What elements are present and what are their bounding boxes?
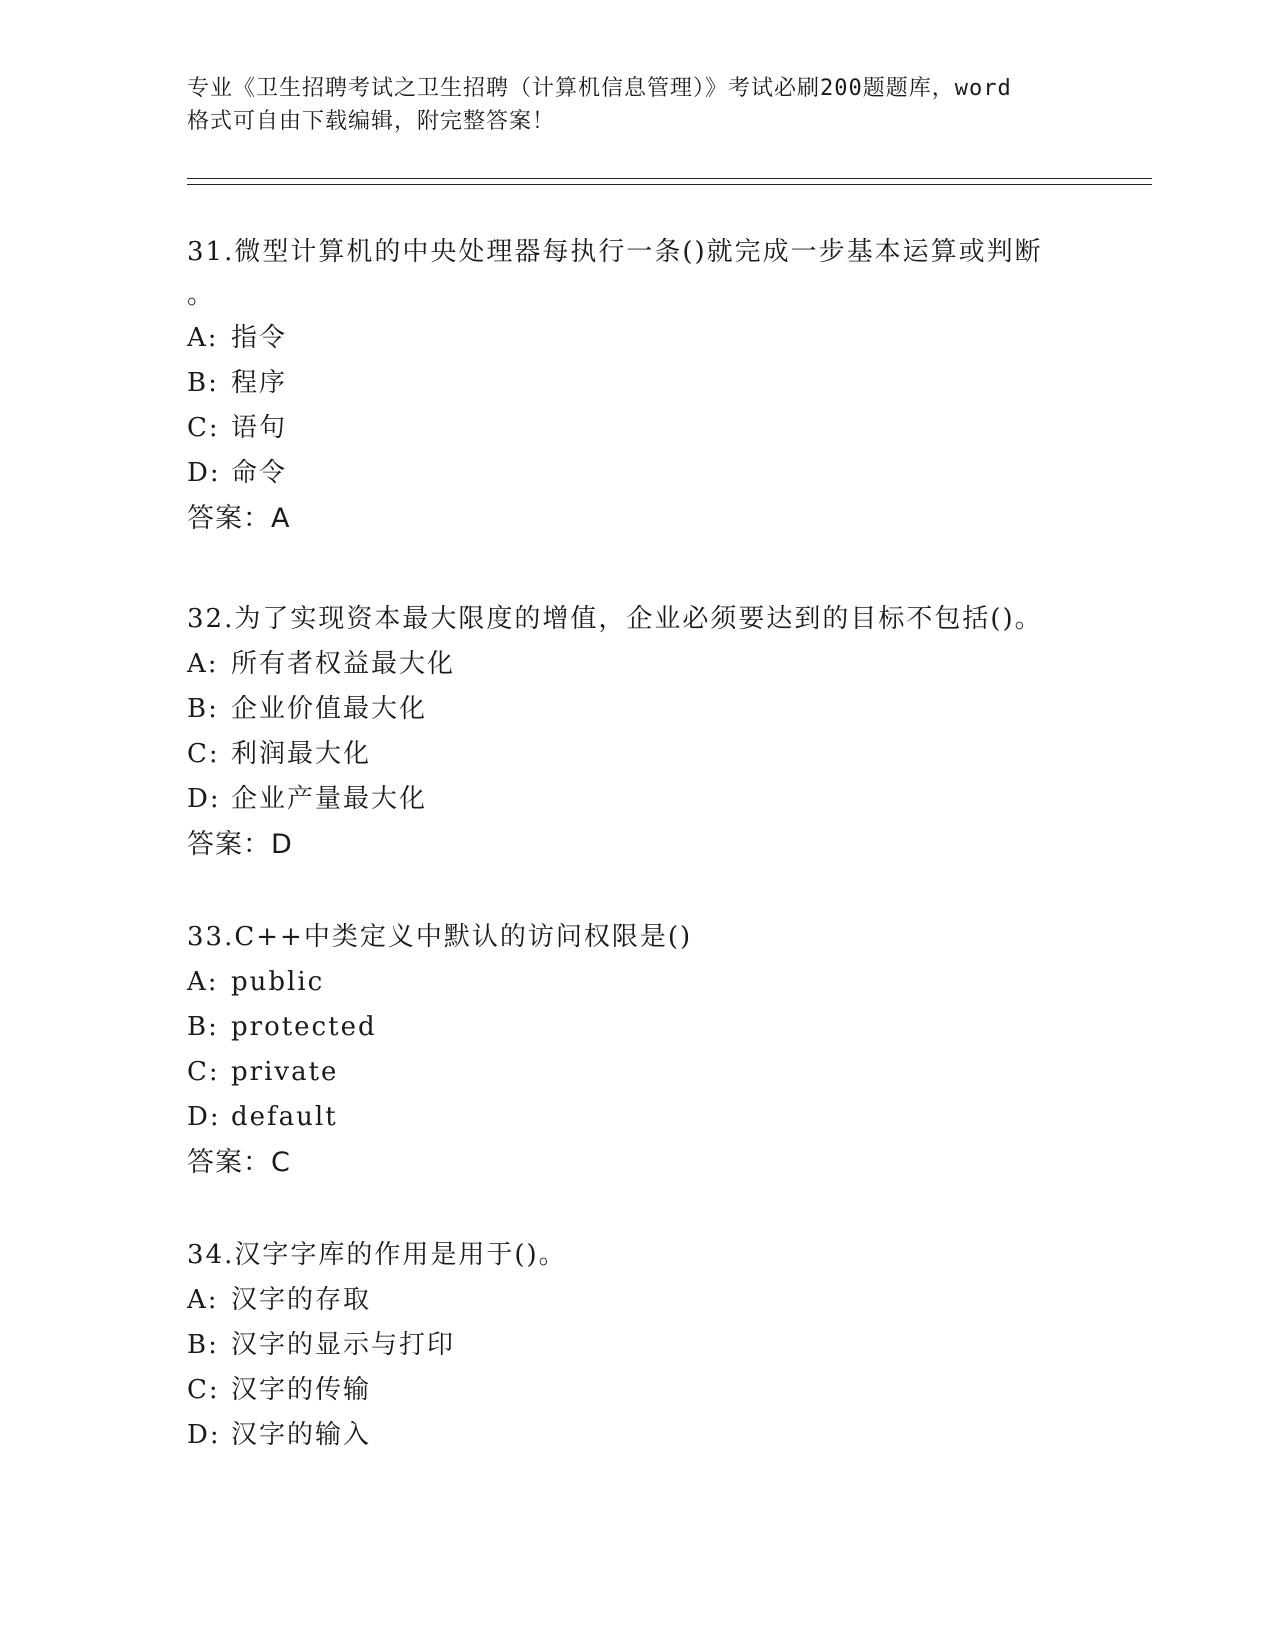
option-text: 汉字的输入 — [231, 1420, 372, 1450]
option-text: 企业产量最大化 — [231, 784, 428, 814]
option-text: 程序 — [231, 368, 288, 398]
option-letter: D: — [187, 1420, 221, 1450]
option-c — [187, 1368, 1087, 1413]
option-letter: A: — [187, 1285, 219, 1315]
option-d — [187, 451, 1087, 496]
option-letter: D: — [187, 1102, 221, 1132]
option-text: 企业价值最大化 — [231, 694, 428, 724]
option-b — [187, 1323, 1087, 1368]
option-b — [187, 687, 1087, 732]
question-32 — [187, 597, 1087, 867]
option-letter: C: — [187, 413, 220, 443]
option-text: default — [231, 1102, 338, 1132]
option-b — [187, 1005, 1087, 1050]
option-a — [187, 960, 1087, 1005]
option-text: protected — [231, 1012, 377, 1042]
option-letter: C: — [187, 739, 220, 769]
option-a — [187, 316, 1087, 361]
question-31 — [187, 230, 1087, 541]
option-letter: B: — [187, 1330, 219, 1360]
question-stem-continuation: 。 — [187, 280, 216, 310]
option-text: public — [231, 967, 325, 997]
option-a — [187, 642, 1087, 687]
question-33 — [187, 915, 1087, 1185]
option-letter: C: — [187, 1057, 220, 1087]
header-divider-bottom — [187, 184, 1152, 185]
question-stem: 34.汉字字库的作用是用于()。 — [187, 1240, 567, 1270]
option-text: 语句 — [231, 413, 288, 443]
document-header — [187, 72, 1087, 138]
option-text: 所有者权益最大化 — [231, 649, 456, 679]
option-letter: D: — [187, 458, 221, 488]
header-line-2: 格式可自由下载编辑，附完整答案！ — [187, 109, 556, 134]
option-letter: B: — [187, 694, 219, 724]
question-stem: 33.C++中类定义中默认的访问权限是() — [187, 922, 693, 952]
option-d — [187, 1413, 1087, 1458]
option-c — [187, 406, 1087, 451]
option-letter: D: — [187, 784, 221, 814]
option-d — [187, 777, 1087, 822]
option-letter: B: — [187, 368, 219, 398]
option-letter: A: — [187, 649, 219, 679]
option-text: 汉字的传输 — [231, 1375, 372, 1405]
option-text: 指令 — [231, 323, 288, 353]
option-letter: A: — [187, 323, 219, 353]
option-letter: C: — [187, 1375, 220, 1405]
answer-label: 答案：C — [187, 1147, 291, 1178]
option-d — [187, 1095, 1087, 1140]
option-b — [187, 361, 1087, 406]
answer-label: 答案：D — [187, 829, 293, 860]
header-line-1: 专业《卫生招聘考试之卫生招聘（计算机信息管理）》考试必刷200题题库，word — [187, 76, 1012, 101]
question-stem: 32.为了实现资本最大限度的增值，企业必须要达到的目标不包括()。 — [187, 604, 1043, 634]
option-text: 汉字的显示与打印 — [231, 1330, 456, 1360]
option-c — [187, 732, 1087, 777]
option-text: 汉字的存取 — [231, 1285, 372, 1315]
option-c — [187, 1050, 1087, 1095]
option-text: 命令 — [231, 458, 288, 488]
question-stem: 31.微型计算机的中央处理器每执行一条()就完成一步基本运算或判断 — [187, 237, 1043, 267]
header-divider-top — [187, 178, 1152, 179]
option-text: 利润最大化 — [231, 739, 372, 769]
option-text: private — [231, 1057, 339, 1087]
question-34 — [187, 1233, 1087, 1458]
option-letter: B: — [187, 1012, 219, 1042]
option-letter: A: — [187, 967, 219, 997]
option-a — [187, 1278, 1087, 1323]
answer-label: 答案：A — [187, 503, 291, 534]
